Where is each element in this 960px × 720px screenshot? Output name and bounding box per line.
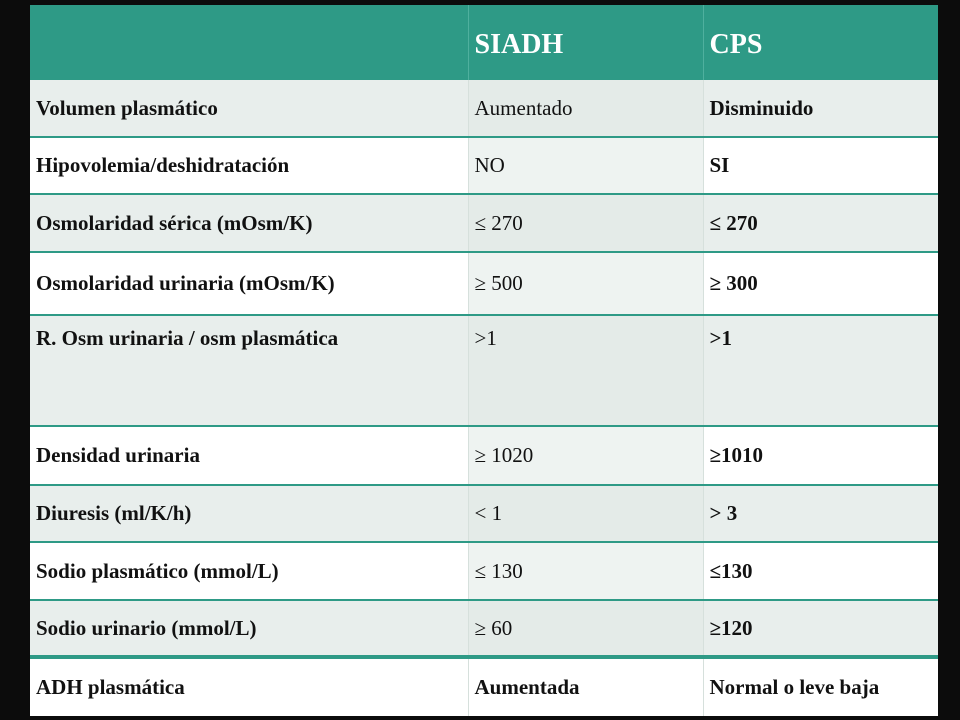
table-row [30, 80, 938, 137]
siadh-value: ≤ 270 [468, 194, 703, 252]
cps-value: ≥120 [703, 600, 938, 657]
siadh-value: Aumentado [468, 80, 703, 137]
header-siadh: SIADH [468, 5, 703, 80]
row-label: Osmolaridad sérica (mOsm/K) [30, 194, 468, 252]
cps-value: ≥ 300 [703, 252, 938, 315]
siadh-value: ≤ 130 [468, 542, 703, 600]
header-cps: CPS [703, 5, 938, 80]
header-empty [30, 5, 468, 80]
table-row [30, 252, 938, 315]
siadh-value: >1 [468, 315, 703, 426]
row-label: Hipovolemia/deshidratación [30, 137, 468, 194]
cps-value: Normal o leve baja [703, 657, 938, 716]
cps-value: ≤130 [703, 542, 938, 600]
siadh-value: NO [468, 137, 703, 194]
table-row [30, 542, 938, 600]
row-label: ADH plasmática [30, 657, 468, 716]
row-label: Diuresis (ml/K/h) [30, 485, 468, 542]
table-row [30, 657, 938, 716]
row-label: Volumen plasmático [30, 80, 468, 137]
siadh-value: Aumentada [468, 657, 703, 716]
siadh-value: ≥ 60 [468, 600, 703, 657]
row-label: Osmolaridad urinaria (mOsm/K) [30, 252, 468, 315]
table-row [30, 137, 938, 194]
table-row [30, 315, 938, 426]
row-label: Sodio urinario (mmol/L) [30, 600, 468, 657]
siadh-value: < 1 [468, 485, 703, 542]
table-row [30, 194, 938, 252]
table-row [30, 600, 938, 657]
siadh-value: ≥ 500 [468, 252, 703, 315]
comparison-table [30, 5, 938, 716]
row-label: R. Osm urinaria / osm plasmática [30, 315, 468, 426]
cps-value: ≥1010 [703, 426, 938, 485]
cps-value: SI [703, 137, 938, 194]
table-row [30, 426, 938, 485]
row-label: Sodio plasmático (mmol/L) [30, 542, 468, 600]
cps-value: > 3 [703, 485, 938, 542]
cps-value: ≤ 270 [703, 194, 938, 252]
siadh-value: ≥ 1020 [468, 426, 703, 485]
table-row [30, 485, 938, 542]
header-row [30, 5, 938, 80]
row-label: Densidad urinaria [30, 426, 468, 485]
cps-value: >1 [703, 315, 938, 426]
cps-value: Disminuido [703, 80, 938, 137]
